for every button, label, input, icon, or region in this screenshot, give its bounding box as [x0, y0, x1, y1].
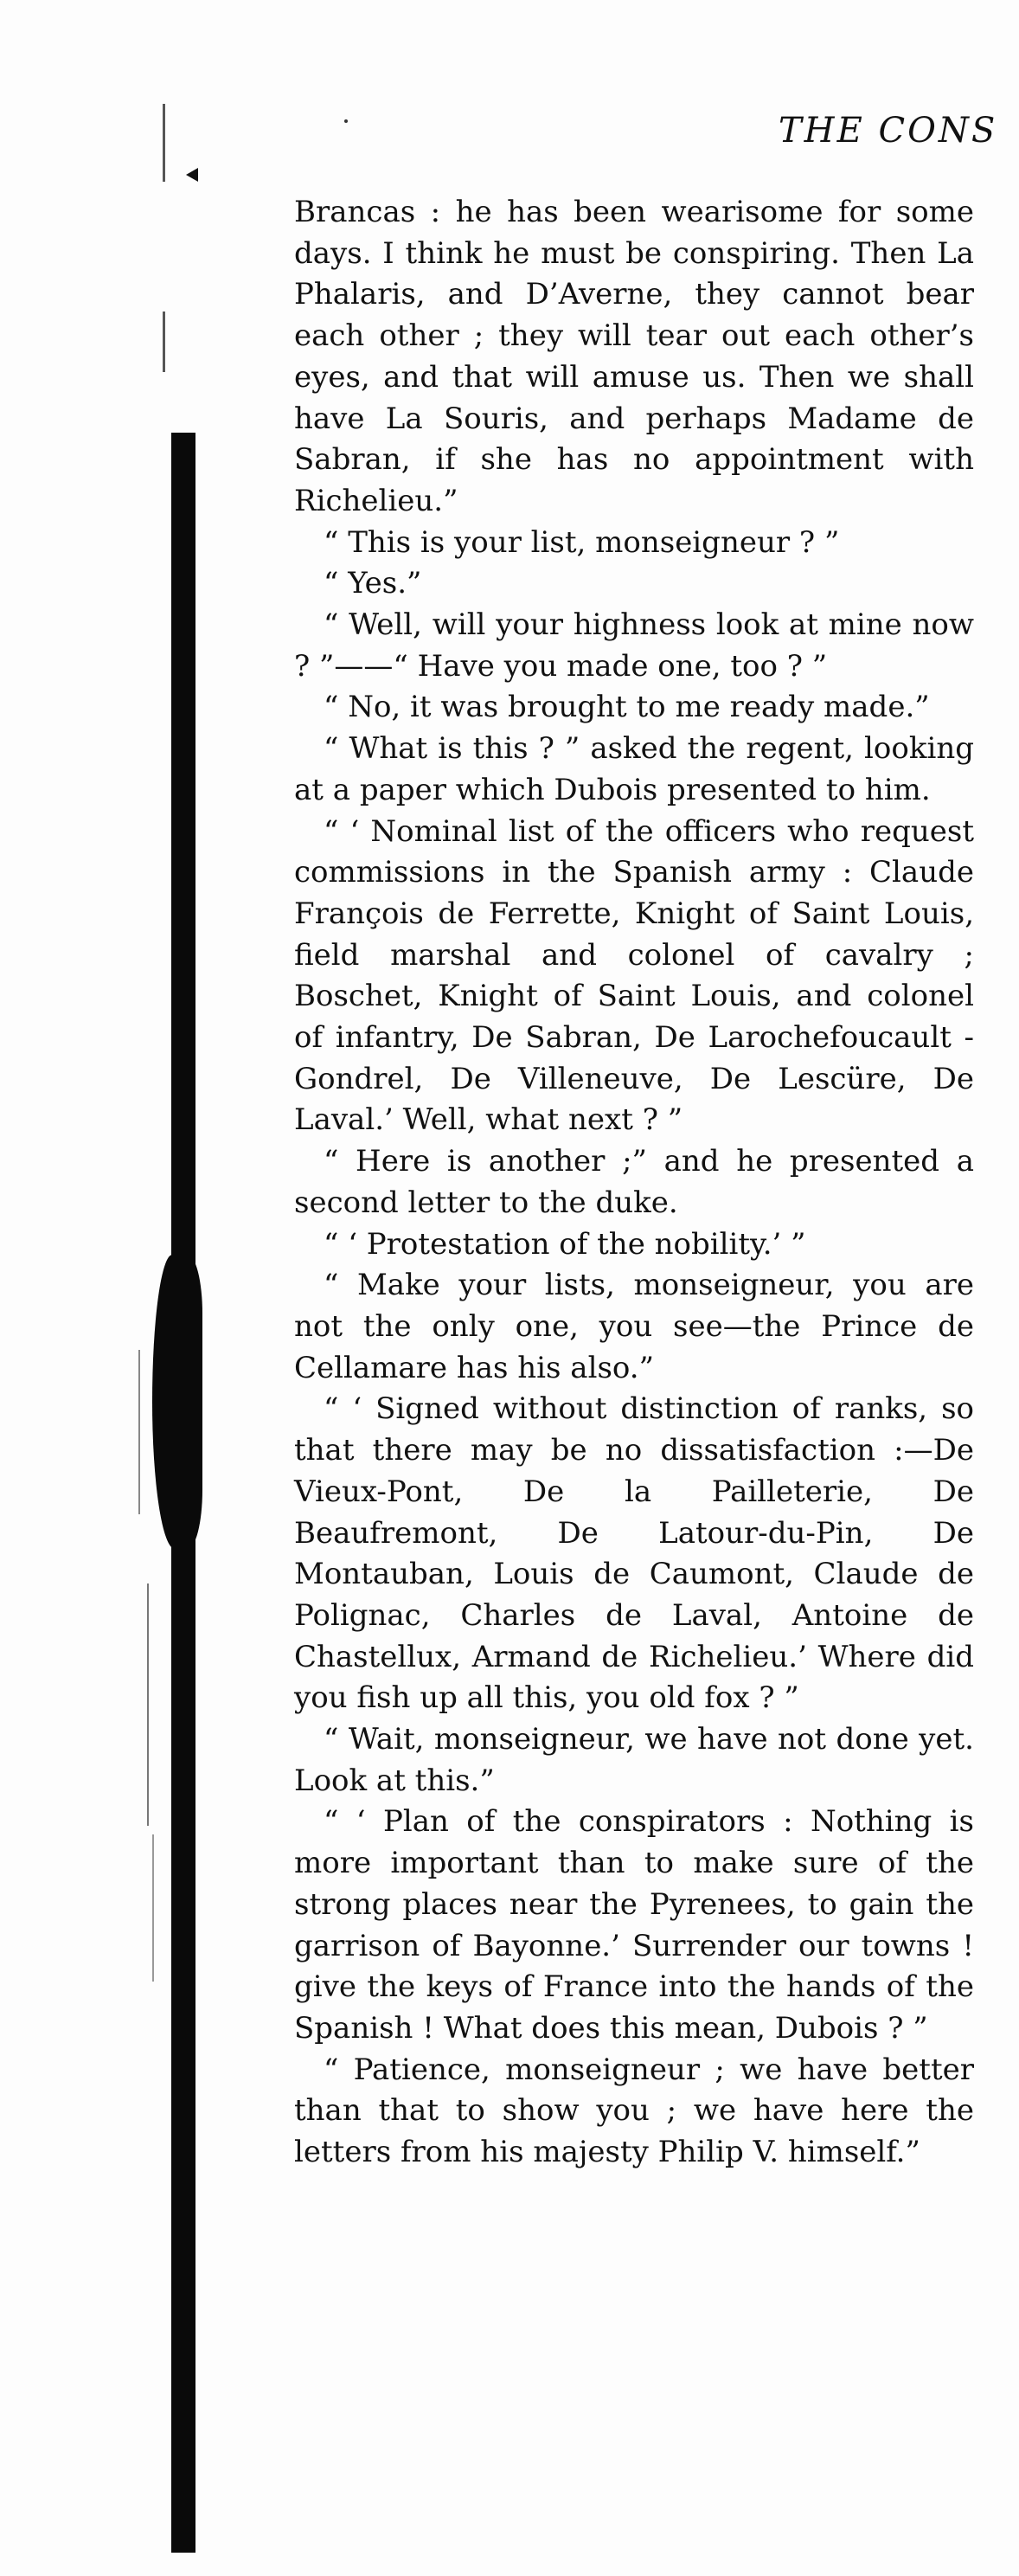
paragraph: “ ‘ Protestation of the nobility.’ ”	[324, 1226, 806, 1262]
scan-speck	[163, 312, 165, 372]
scan-speck	[152, 1834, 154, 1982]
binding-shadow-bulge	[152, 1255, 202, 1549]
paragraph: “ Wait, monseigneur, we have not done yet. Look at this.”	[294, 1722, 974, 1798]
paragraph: “ What is this ? ” asked the regent, looking at a paper which Dubois presented to him.	[294, 731, 974, 807]
paragraph: “ ‘ Signed without distinction of ranks, so that there may be no dissatisfaction :—De Vieux-Pont, De la Pailleterie, De Beaufremont, De Latour-du-Pin, De Montauban, Louis de Caumont, Claude de Polignac, Charles de Laval, Antoine de Chastellux, Armand de Richelieu.’ Where did you fish up all this, you old fox ? ”	[294, 1391, 974, 1716]
paragraph: “ Here is another ;” and he presented a second letter to the duke.	[294, 1144, 974, 1220]
paragraph: “ Make your lists, monseigneur, you are not the only one, you see—the Prince de Cellamare has his also.”	[294, 1268, 974, 1385]
running-head: THE CONS	[779, 111, 998, 151]
paragraph: “ ‘ Nominal list of the officers who request commissions in the Spanish army : Claude François de Ferrette, Knight of Saint Louis, field marshal and colonel of cavalry ; Boschet, Knight of Saint Louis, and colonel of infantry, De Sabran, De Larochefoucault - Gondrel, De Villeneuve, De Lescüre, De Laval.’ Well, what next ? ”	[294, 813, 974, 1138]
paragraph: “ Yes.”	[324, 566, 422, 601]
margin-mark-icon	[186, 168, 198, 182]
body-text	[294, 192, 974, 2174]
paragraph: Brancas : he has been wearisome for some days. I think he must be conspiring. Then La Phalaris, and D’Averne, they cannot bear each other ; they will tear out each other’s eyes, and that will amuse us. Then we shall have La Souris, and perhaps Madame de Sabran, if she has no appointment with Richelieu.”	[294, 195, 974, 518]
paragraph: “ No, it was brought to me ready made.”	[324, 690, 930, 725]
header-dot	[344, 119, 348, 123]
paragraph: “ This is your list, monseigneur ? ”	[324, 524, 840, 560]
binding-shadow-lower	[171, 1661, 195, 2553]
scan-speck	[163, 104, 165, 182]
scan-speck	[147, 1584, 149, 1826]
paragraph: “ Well, will your highness look at mine now ? ”——“ Have you made one, too ? ”	[294, 607, 974, 684]
scan-speck	[138, 1350, 140, 1514]
paragraph: “ ‘ Plan of the conspirators : Nothing is more important than to make sure of the strong places near the Pyrenees, to gain the garrison of Bayonne.’ Surrender our towns ! give the keys of France into the hands of the Spanish ! What does this mean, Dubois ? ”	[294, 1804, 974, 2046]
paragraph: “ Patience, monseigneur ; we have better than that to show you ; we have here the letters from his majesty Philip V. himself.”	[294, 2052, 974, 2170]
